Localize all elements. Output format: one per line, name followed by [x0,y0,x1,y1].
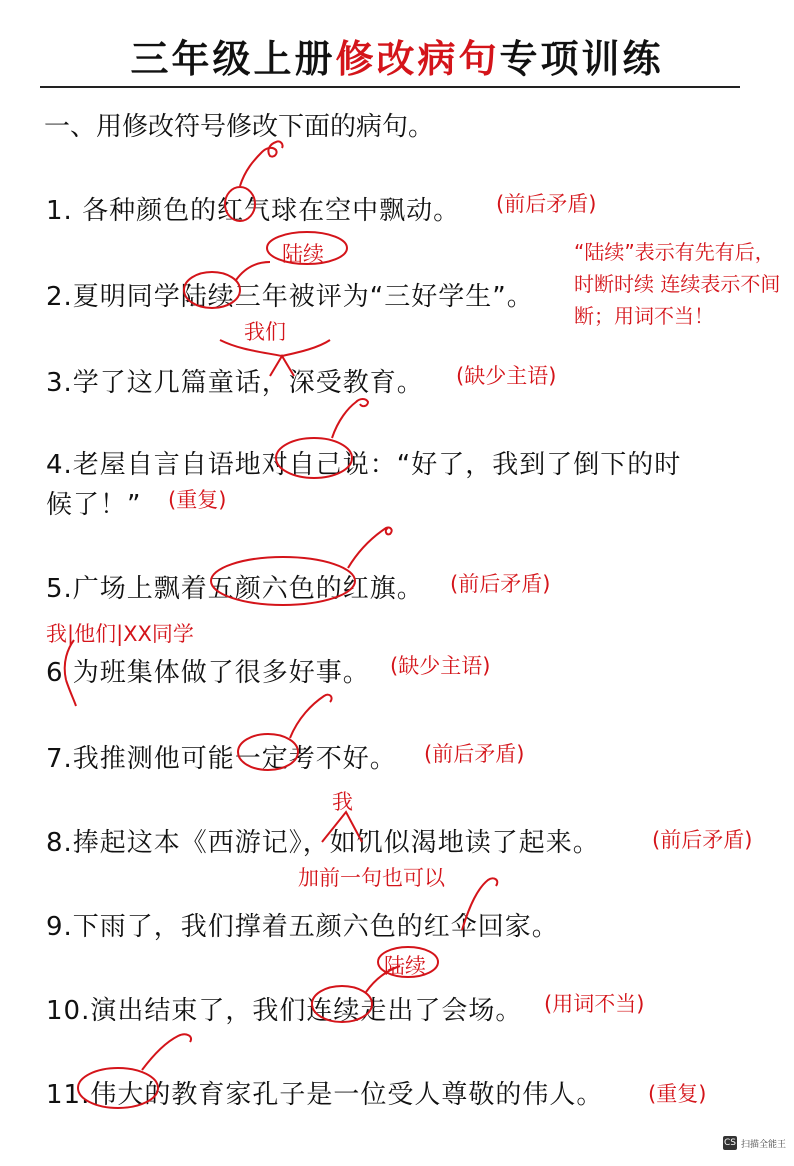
section-heading: 一、用修改符号修改下面的病句。 [44,112,435,142]
question-4-line1: 4.老屋自言自语地对自己说：“好了，我到了倒下的时 [46,450,682,480]
question-9: 9.下雨了，我们撑着五颜六色的红伞回家。 [46,912,559,942]
insert-3: 我们 [244,320,286,344]
correction-2: 陆续 [282,242,324,266]
scanner-logo-icon: CS [723,1138,736,1148]
title-post: 专项训练 [499,37,664,81]
question-8: 8.捧起这本《西游记》，如饥似渴地读了起来。 [46,828,600,858]
reason-6: (缺少主语) [390,654,491,678]
reason-4: (重复) [168,488,227,512]
correction-10: 陆续 [384,954,426,978]
reason-11: (重复) [648,1082,707,1106]
question-1: 1. 各种颜色的红气球在空中飘动。 [46,196,461,226]
title-highlight: 修改病句 [335,37,500,81]
reason-7: (前后矛盾) [424,742,525,766]
page-title [0,28,794,83]
question-6: 6 为班集体做了很多好事。 [46,658,370,688]
question-4-line2: 候了！” [46,490,142,520]
insert-6: 我|他们|XX同学 [46,622,194,646]
title-pre: 三年级上册 [130,37,336,81]
reason-1: (前后矛盾) [496,192,597,216]
title-divider [40,86,740,88]
reason-5: (前后矛盾) [450,572,551,596]
question-5: 5.广场上飘着五颜六色的红旗。 [46,574,424,604]
reason-8: (前后矛盾) [652,828,753,852]
reason-3: (缺少主语) [456,364,557,388]
side-note: “陆续”表示有先有后，时断时续 连续表示不间断；用词不当！ [574,240,781,328]
reason-10: (用词不当) [544,992,645,1016]
question-11: 11.伟大的教育家孔子是一位受人尊敬的伟人。 [46,1080,604,1110]
question-10: 10.演出结束了，我们连续走出了会场。 [46,996,523,1026]
question-2: 2.夏明同学陆续三年被评为“三好学生”。 [46,282,534,312]
scanner-label: 扫描全能王 [740,1139,786,1150]
insert-8: 我 [332,790,353,814]
question-3: 3.学了这几篇童话，深受教育。 [46,368,424,398]
scanner-watermark [723,1136,786,1150]
note-8: 加前一句也可以 [298,866,445,890]
question-7: 7.我推测他可能一定考不好。 [46,744,397,774]
